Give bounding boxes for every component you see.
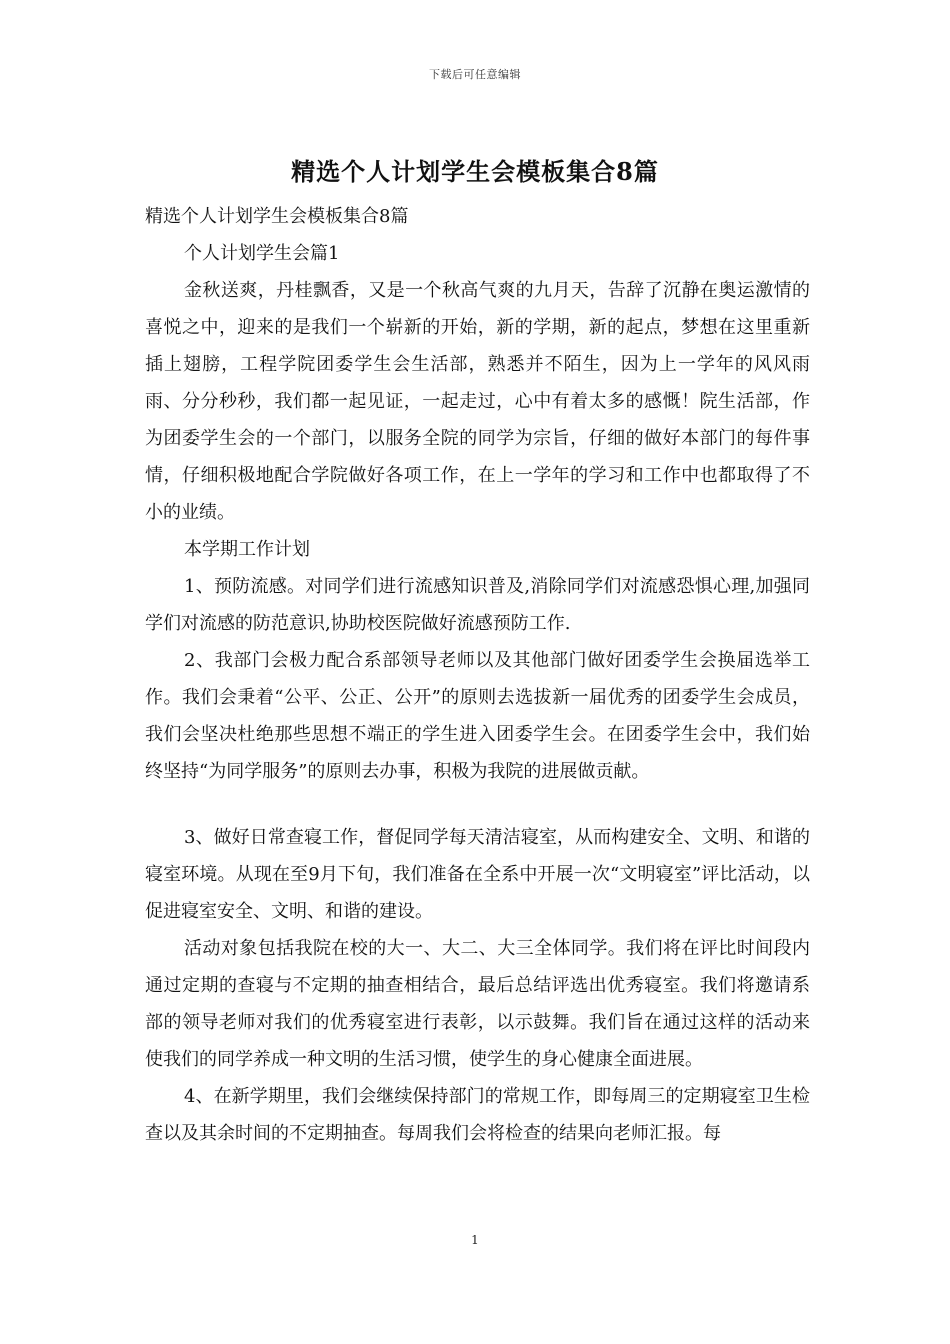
body-paragraph: 4、在新学期里，我们会继续保持部门的常规工作，即每周三的定期寝室卫生检查以及其余时间的不定期抽查。每周我们会将检查的结果向老师汇报。每 — [145, 1086, 810, 1144]
header-note: 下载后可任意编辑 — [429, 68, 521, 81]
subtitle-line: 精选个人计划学生会模板集合8篇 — [145, 206, 409, 227]
document-body — [145, 198, 810, 1152]
body-paragraph: 3、做好日常查寝工作，督促同学每天清洁寝室，从而构建安全、文明、和谐的寝室环境。从现在至9月下旬，我们准备在全系中开展一次“文明寝室”评比活动，以促进寝室安全、文明、和谐的建设。 — [145, 827, 810, 922]
body-paragraph: 金秋送爽，丹桂飘香，又是一个秋高气爽的九月天，告辞了沉静在奥运激情的喜悦之中，迎来的是我们一个崭新的开始，新的学期，新的起点，梦想在这里重新插上翅膀，工程学院团委学生会生活部，熟悉并不陌生，因为上一学年的风风雨雨、分分秒秒，我们都一起见证，一起走过，心中有着太多的感慨！院生活部，作为团委学生会的一个部门，以服务全院的同学为宗旨，仔细的做好本部门的每件事情，仔细积极地配合学院做好各项工作，在上一学年的学习和工作中也都取得了不小的业绩。 — [145, 280, 810, 523]
section-heading: 个人计划学生会篇1 — [184, 243, 340, 264]
section-heading: 本学期工作计划 — [184, 539, 310, 560]
body-paragraph: 1、预防流感。对同学们进行流感知识普及,消除同学们对流感恐惧心理,加强同学们对流感的防范意识,协助校医院做好流感预防工作. — [145, 576, 810, 634]
page-number: 1 — [471, 1233, 479, 1247]
body-paragraph: 2、我部门会极力配合系部领导老师以及其他部门做好团委学生会换届选举工作。我们会秉着“公平、公正、公开”的原则去选拔新一届优秀的团委学生会成员，我们会坚决杜绝那些思想不端正的学生进入团委学生会。在团委学生会中，我们始终坚持“为同学服务”的原则去办事，积极为我院的进展做贡献。 — [145, 650, 810, 782]
document-title: 精选个人计划学生会模板集合8篇 — [291, 157, 659, 186]
body-paragraph: 活动对象包括我院在校的大一、大二、大三全体同学。我们将在评比时间段内通过定期的查寝与不定期的抽查相结合，最后总结评选出优秀寝室。我们将邀请系部的领导老师对我们的优秀寝室进行表彰，以示鼓舞。我们旨在通过这样的活动来使我们的同学养成一种文明的生活习惯，使学生的身心健康全面进展。 — [145, 938, 810, 1070]
